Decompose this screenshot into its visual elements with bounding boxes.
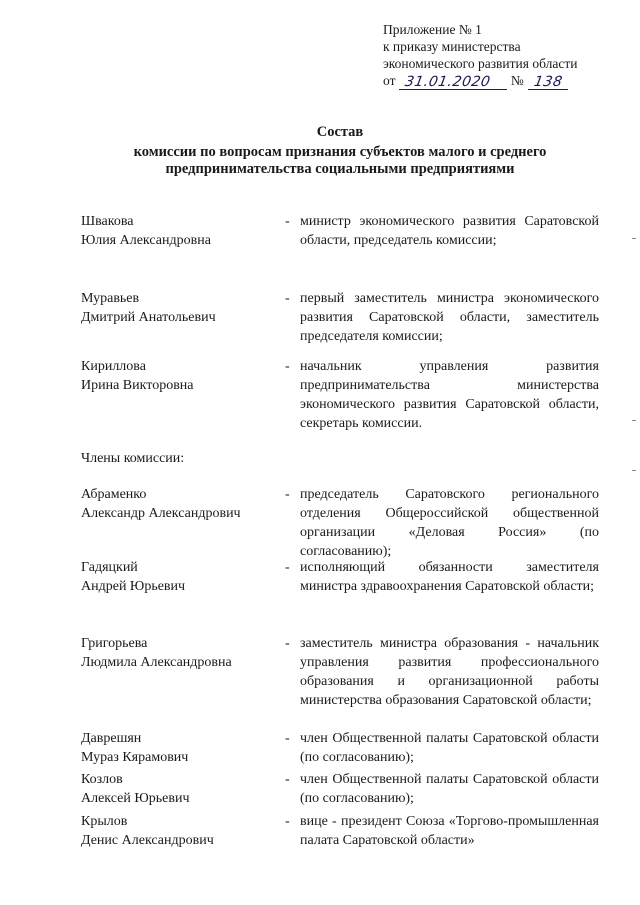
- person-surname: Козлов: [81, 772, 123, 787]
- dash-separator: -: [285, 731, 290, 746]
- title-line-2: комиссии по вопросам признания субъектов малого и среднего: [133, 143, 547, 160]
- dash-separator: -: [285, 772, 290, 787]
- person-name: [81, 212, 281, 250]
- person-role: министр экономического развития Саратовской области, председатель комиссии;: [300, 214, 599, 248]
- person-given-names: Андрей Юрьевич: [81, 579, 186, 594]
- appendix-header: [383, 21, 623, 90]
- number-label: №: [510, 73, 524, 88]
- person-role: член Общественной палаты Саратовской области (по согласованию);: [300, 731, 599, 765]
- person-surname: Муравьев: [81, 291, 140, 306]
- person-surname: Абраменко: [81, 487, 147, 502]
- person-role: председатель Саратовского регионального отделения Общероссийской общественной организации «Деловая Россия» (по согласованию);: [300, 487, 599, 559]
- dash-separator: -: [285, 636, 290, 651]
- person-given-names: Мураз Кярамович: [81, 750, 189, 765]
- scan-edge-mark: [632, 470, 636, 471]
- person-role: первый заместитель министра экономического развития Саратовской области, заместитель председателя комиссии;: [300, 291, 599, 344]
- person-role: исполняющий обязанности заместителя министра здравоохранения Саратовской области;: [300, 560, 599, 594]
- person-given-names: Денис Александрович: [81, 833, 214, 848]
- dash-separator: -: [285, 487, 290, 502]
- person-given-names: Алексей Юрьевич: [81, 791, 190, 806]
- scan-edge-mark: [632, 420, 636, 421]
- person-surname: Кириллова: [81, 359, 146, 374]
- person-given-names: Юлия Александровна: [81, 233, 211, 248]
- person-name: [81, 729, 281, 767]
- person-given-names: Дмитрий Анатольевич: [81, 310, 216, 325]
- dash-separator: -: [285, 560, 290, 575]
- appendix-line-2: к приказу министерства: [383, 39, 521, 54]
- person-surname: Гадяцкий: [81, 560, 138, 575]
- document-title: [80, 124, 600, 179]
- number-field: [528, 72, 568, 90]
- person-name: [81, 634, 281, 672]
- person-name: [81, 558, 281, 596]
- members-heading: Члены комиссии:: [81, 451, 185, 466]
- appendix-date-line: [383, 72, 623, 90]
- person-role: начальник управления развития предпринимательства министерства экономического развития Саратовской области, секретарь комиссии.: [300, 359, 599, 431]
- handwritten-number: 138: [532, 74, 564, 90]
- person-name: [81, 289, 281, 327]
- person-surname: Крылов: [81, 814, 128, 829]
- dash-separator: -: [285, 359, 290, 374]
- appendix-line-3: экономического развития области: [383, 56, 578, 71]
- scan-edge-mark: [632, 238, 636, 239]
- person-surname: Швакова: [81, 214, 134, 229]
- date-field: [399, 72, 507, 90]
- person-role: заместитель министра образования - начальник управления развития профессионального образования и организационной работы министерства образования Саратовской области;: [300, 636, 599, 708]
- person-surname: Даврешян: [81, 731, 142, 746]
- dash-separator: -: [285, 214, 290, 229]
- person-name: [81, 770, 281, 808]
- person-role: член Общественной палаты Саратовской области (по согласованию);: [300, 772, 599, 806]
- person-name: [81, 485, 281, 523]
- handwritten-date: 31.01.2020: [404, 74, 493, 90]
- person-given-names: Ирина Викторовна: [81, 378, 194, 393]
- from-label: от: [383, 73, 396, 88]
- person-surname: Григорьева: [81, 636, 148, 651]
- person-given-names: Александр Александрович: [81, 506, 241, 521]
- dash-separator: -: [285, 291, 290, 306]
- dash-separator: -: [285, 814, 290, 829]
- title-line-1: Состав: [316, 124, 364, 140]
- title-line-3: предпринимательства социальными предприятиями: [165, 161, 515, 177]
- person-name: [81, 812, 281, 850]
- person-name: [81, 357, 281, 395]
- person-role: вице - президент Союза «Торгово-промышленная палата Саратовской области»: [300, 814, 599, 848]
- appendix-line-1: Приложение № 1: [383, 22, 482, 37]
- person-given-names: Людмила Александровна: [81, 655, 232, 670]
